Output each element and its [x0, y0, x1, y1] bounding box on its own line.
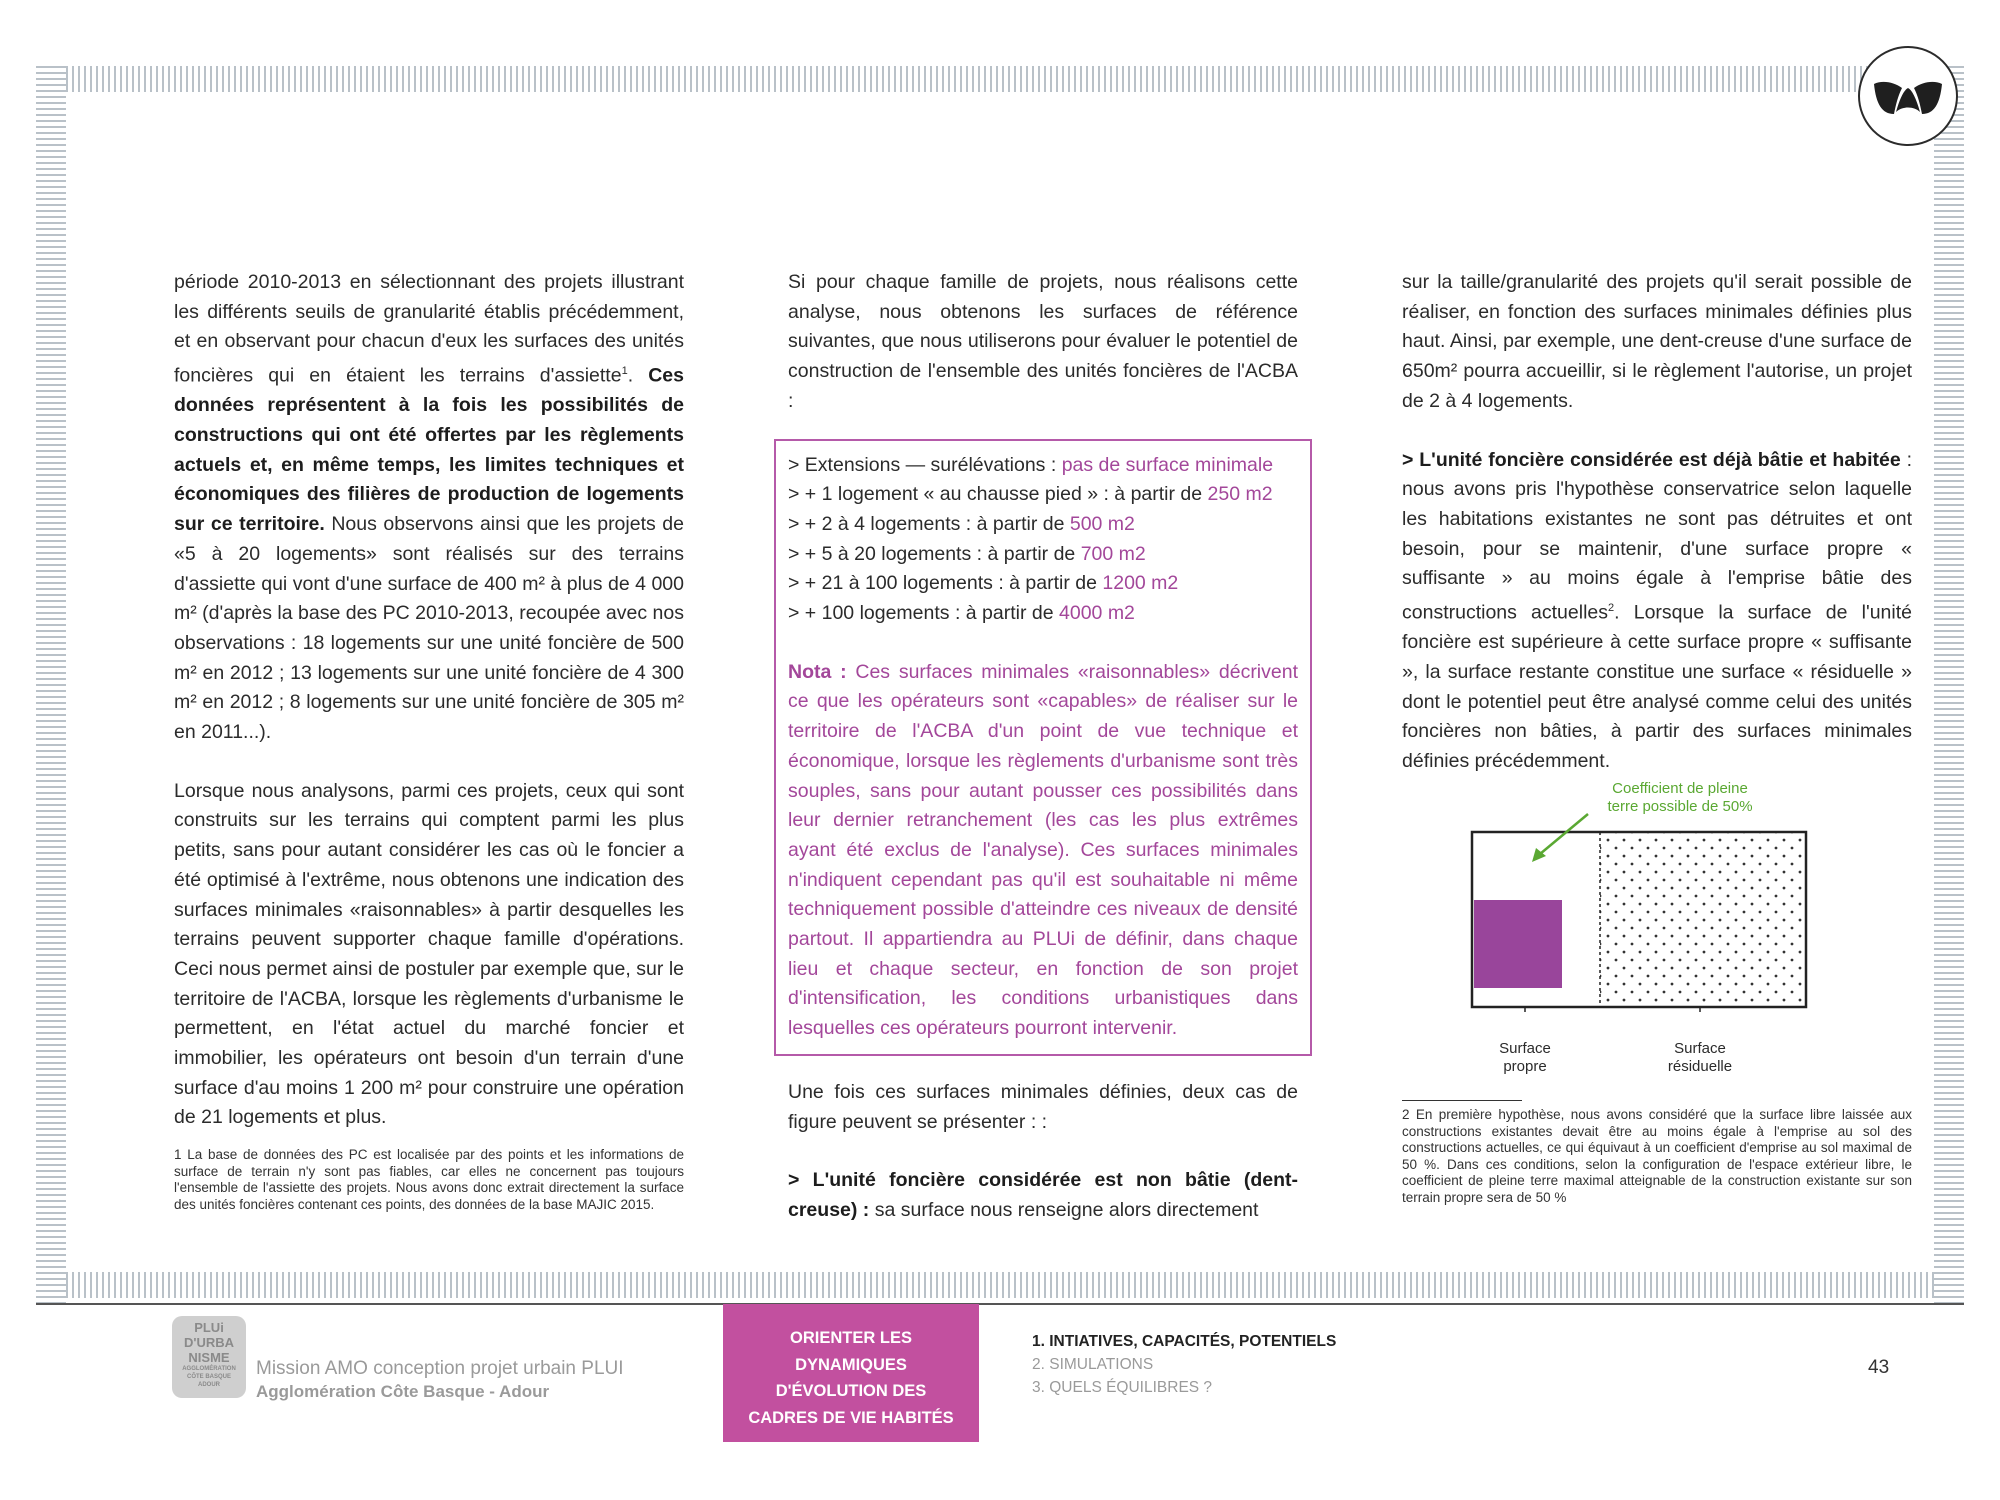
text-run: période 2010-2013 en sélectionnant des projets illustrant les différents seuils de granularité établis précédemment, et en observant pour chacun d'eux les surfaces des unités foncières qui en étaient les terrains d'assiette — [174, 271, 684, 387]
box-item: > + 1 logement « au chausse pied » : à partir de 250 m2 — [788, 483, 1273, 506]
nota-paragraph: Nota : Ces surfaces minimales «raisonnables» décrivent ce que les opérateurs sont «capables» de réaliser sur le territoire de l'ACBA d'un point de vue technique et économique, lorsque les règlements d'urbanisme sont très souples, sans pour autant pousser ces possibilités dans leur dernier retranchement (les cas les plus extrêmes ayant été exclus de l'analyse). Ces surfaces minimales n'indiquent cependant pas qu'il est souhaitable ni même techniquement possible d'atteindre ces niveaux de densité partout. Il appartiendra au PLUi de définir, dans chaque lieu et chaque secteur, en fonction de son projet d'intensification, les conditions urbanistiques dans lesquelles ces opérateurs pourront intervenir. — [788, 660, 1298, 1040]
agglo-name: Agglomération Côte Basque - Adour — [256, 1382, 550, 1401]
mission-title: Mission AMO conception projet urbain PLUI — [256, 1358, 624, 1379]
footnote-ref: 1 — [621, 365, 628, 378]
text-column-1 — [174, 268, 684, 1213]
box-item: > + 5 à 20 logements : à partir de 700 m2 — [788, 542, 1146, 565]
chapter-nav-item-1[interactable]: 1. INTIATIVES, CAPACITÉS, POTENTIELS — [1032, 1333, 1337, 1350]
section-title: ORIENTER LES DYNAMIQUES D'ÉVOLUTION DES CADRES DE VIE HABITÉS — [748, 1329, 954, 1427]
text-column-3 — [1402, 268, 1912, 777]
residual-surface-area — [1600, 832, 1806, 1007]
logo — [1858, 46, 1958, 146]
footnote-2-block — [1402, 1100, 1912, 1206]
footnote-rule — [1402, 1100, 1522, 1101]
page-number: 43 — [1868, 1357, 1890, 1378]
bold-statement: Ces données représentent à la fois les possibilités de constructions qui ont été offertes par les règlements actuels et, en même temps, les limites techniques et économiques des filières de production de logements sur ce territoire. — [174, 364, 684, 536]
chapter-nav-item-2[interactable]: 2. SIMULATIONS — [1032, 1356, 1154, 1373]
footer-rule — [36, 1303, 1964, 1305]
text-run: . — [627, 364, 649, 387]
box-item: > + 100 logements : à partir de 4000 m2 — [788, 602, 1135, 625]
built-footprint — [1474, 900, 1562, 988]
box-item: > + 2 à 4 logements : à partir de 500 m2 — [788, 512, 1135, 535]
case-batie: > L'unité foncière considérée est déjà bâtie et habitée : nous avons pris l'hypothèse conservatrice selon laquelle les habitations existantes ne sont pas détruites et ont besoin, pour se maintenir, d'une surface propre « suffisante » au moins égale à l'emprise bâtie des constructions actuelles$^2$. Lorsque la surface de l'unité foncière est supérieure à cette surface propre « suffisante », la surface restante constitue une surface « résiduelle » dont le potentiel peut être analysé comme celui des unités foncières non bâties, à partir des surfaces minimales définies précédemment. — [1402, 448, 1912, 773]
text-run: Nous observons ainsi que les projets de «5 à 20 logements» sont réalisés sur des terrains d'assiette qui vont d'une surface de 400 m² à plus de 4 000 m² (d'après la base des PC 2010-2013, recoupée avec nos observations : 18 logements sur une unité foncière de 500 m² en 2012 ; 13 logements sur une unité foncière de 4 300 m² en 2012 ; 8 logements sur une unité foncière de 305 m² en 2011...). — [174, 513, 685, 744]
green-arrow-line — [1540, 814, 1588, 854]
text-column-2 — [788, 268, 1298, 1226]
left-stripe-border — [36, 64, 66, 1304]
label-surface-residuelle: Surface résiduelle — [1667, 1040, 1733, 1075]
paragraph-2: Lorsque nous analysons, parmi ces projets, ceux qui sont construits sur les terrains qui comptent parmi les plus petits, sans pour autant considérer les cas où le foncier a été optimisé à l'extrême, nous obtenons une indication des surfaces minimales «raisonnables» à partir desquelles les terrains peuvent supporter chaque famille d'opérations. Ceci nous permet ainsi de postuler par exemple que, sur le territoire de l'ACBA, lorsque les règlements d'urbanisme le permettent, en l'état actuel du marché foncier et immobilier, les opérateurs ont besoin d'un terrain d'une surface d'au moins 1 200 m² pour construire une opération de 21 logements et plus. — [174, 779, 684, 1129]
top-stripe-border — [36, 66, 1964, 92]
paragraph-intro: Si pour chaque famille de projets, nous réalisons cette analyse, nous obtenons les surfaces de référence suivantes, que nous utiliserons pour évaluer le potentiel de construction de l'ensemble des unités foncières de l'ACBA : — [788, 271, 1298, 412]
plui-badge: PLUi D'URBA NISME AGGLOMÉRATION CÔTE BASQUE ADOUR — [172, 1316, 246, 1398]
chapter-nav — [1032, 1330, 1336, 1399]
paragraph-after-box: Une fois ces surfaces minimales définies, deux cas de figure peuvent se présenter : : — [788, 1080, 1298, 1133]
chapter-nav-item-3[interactable]: 3. QUELS ÉQUILIBRES ? — [1032, 1379, 1213, 1396]
bottom-stripe-border — [36, 1272, 1964, 1298]
right-stripe-border — [1934, 64, 1964, 1304]
case-non-batie: > L'unité foncière considérée est non bâtie (dent-creuse) : sa surface nous renseigne alors directement — [788, 1169, 1298, 1221]
footnote-1: 1 La base de données des PC est localisée par des points et les informations de surface de terrain n'y sont pas fiables, car elles ne concernent pas toujours l'ensemble de l'assiette des projets. Nous avons donc extrait directement la surface des unités foncières contenant ces points, des données de la base MAJIC 2015. — [174, 1147, 684, 1212]
paragraph-1 — [174, 268, 684, 748]
section-title-box — [723, 1304, 979, 1442]
reference-surfaces-box — [774, 439, 1312, 1056]
diagram-graphic — [1460, 772, 1840, 1012]
paragraph-continuation: sur la taille/granularité des projets qu'il serait possible de réaliser, en fonction des surfaces minimales définies plus haut. Ainsi, par exemple, une dent-creuse d'une surface de 650m² pourra accueillir, si le règlement l'autorise, un projet de 2 à 4 logements. — [1402, 271, 1912, 412]
box-item: > + 21 à 100 logements : à partir de 1200 m2 — [788, 572, 1179, 595]
diagram-label-coefficient: Coefficient de pleine terre possible de 50% — [1607, 780, 1753, 815]
box-item: > Extensions — surélévations : pas de surface minimale — [788, 453, 1274, 476]
three-arches-logo-icon — [1860, 48, 1956, 144]
footnote-2: 2 En première hypothèse, nous avons considéré que la surface libre laissée aux constructions existantes devait être au moins égale à l'emprise au sol des constructions actuelles, ce qui équivaut à un coefficient d'emprise au sol maximal de 50 %. Dans ces conditions, selon la configuration de l'espace extérieur libre, le coefficient de pleine terre maximal atteignable de la construction existante sur son terrain propre sera de 50 % — [1402, 1107, 1912, 1205]
land-surface-diagram — [1460, 772, 1840, 1082]
label-surface-propre: Surface propre — [1499, 1040, 1551, 1075]
